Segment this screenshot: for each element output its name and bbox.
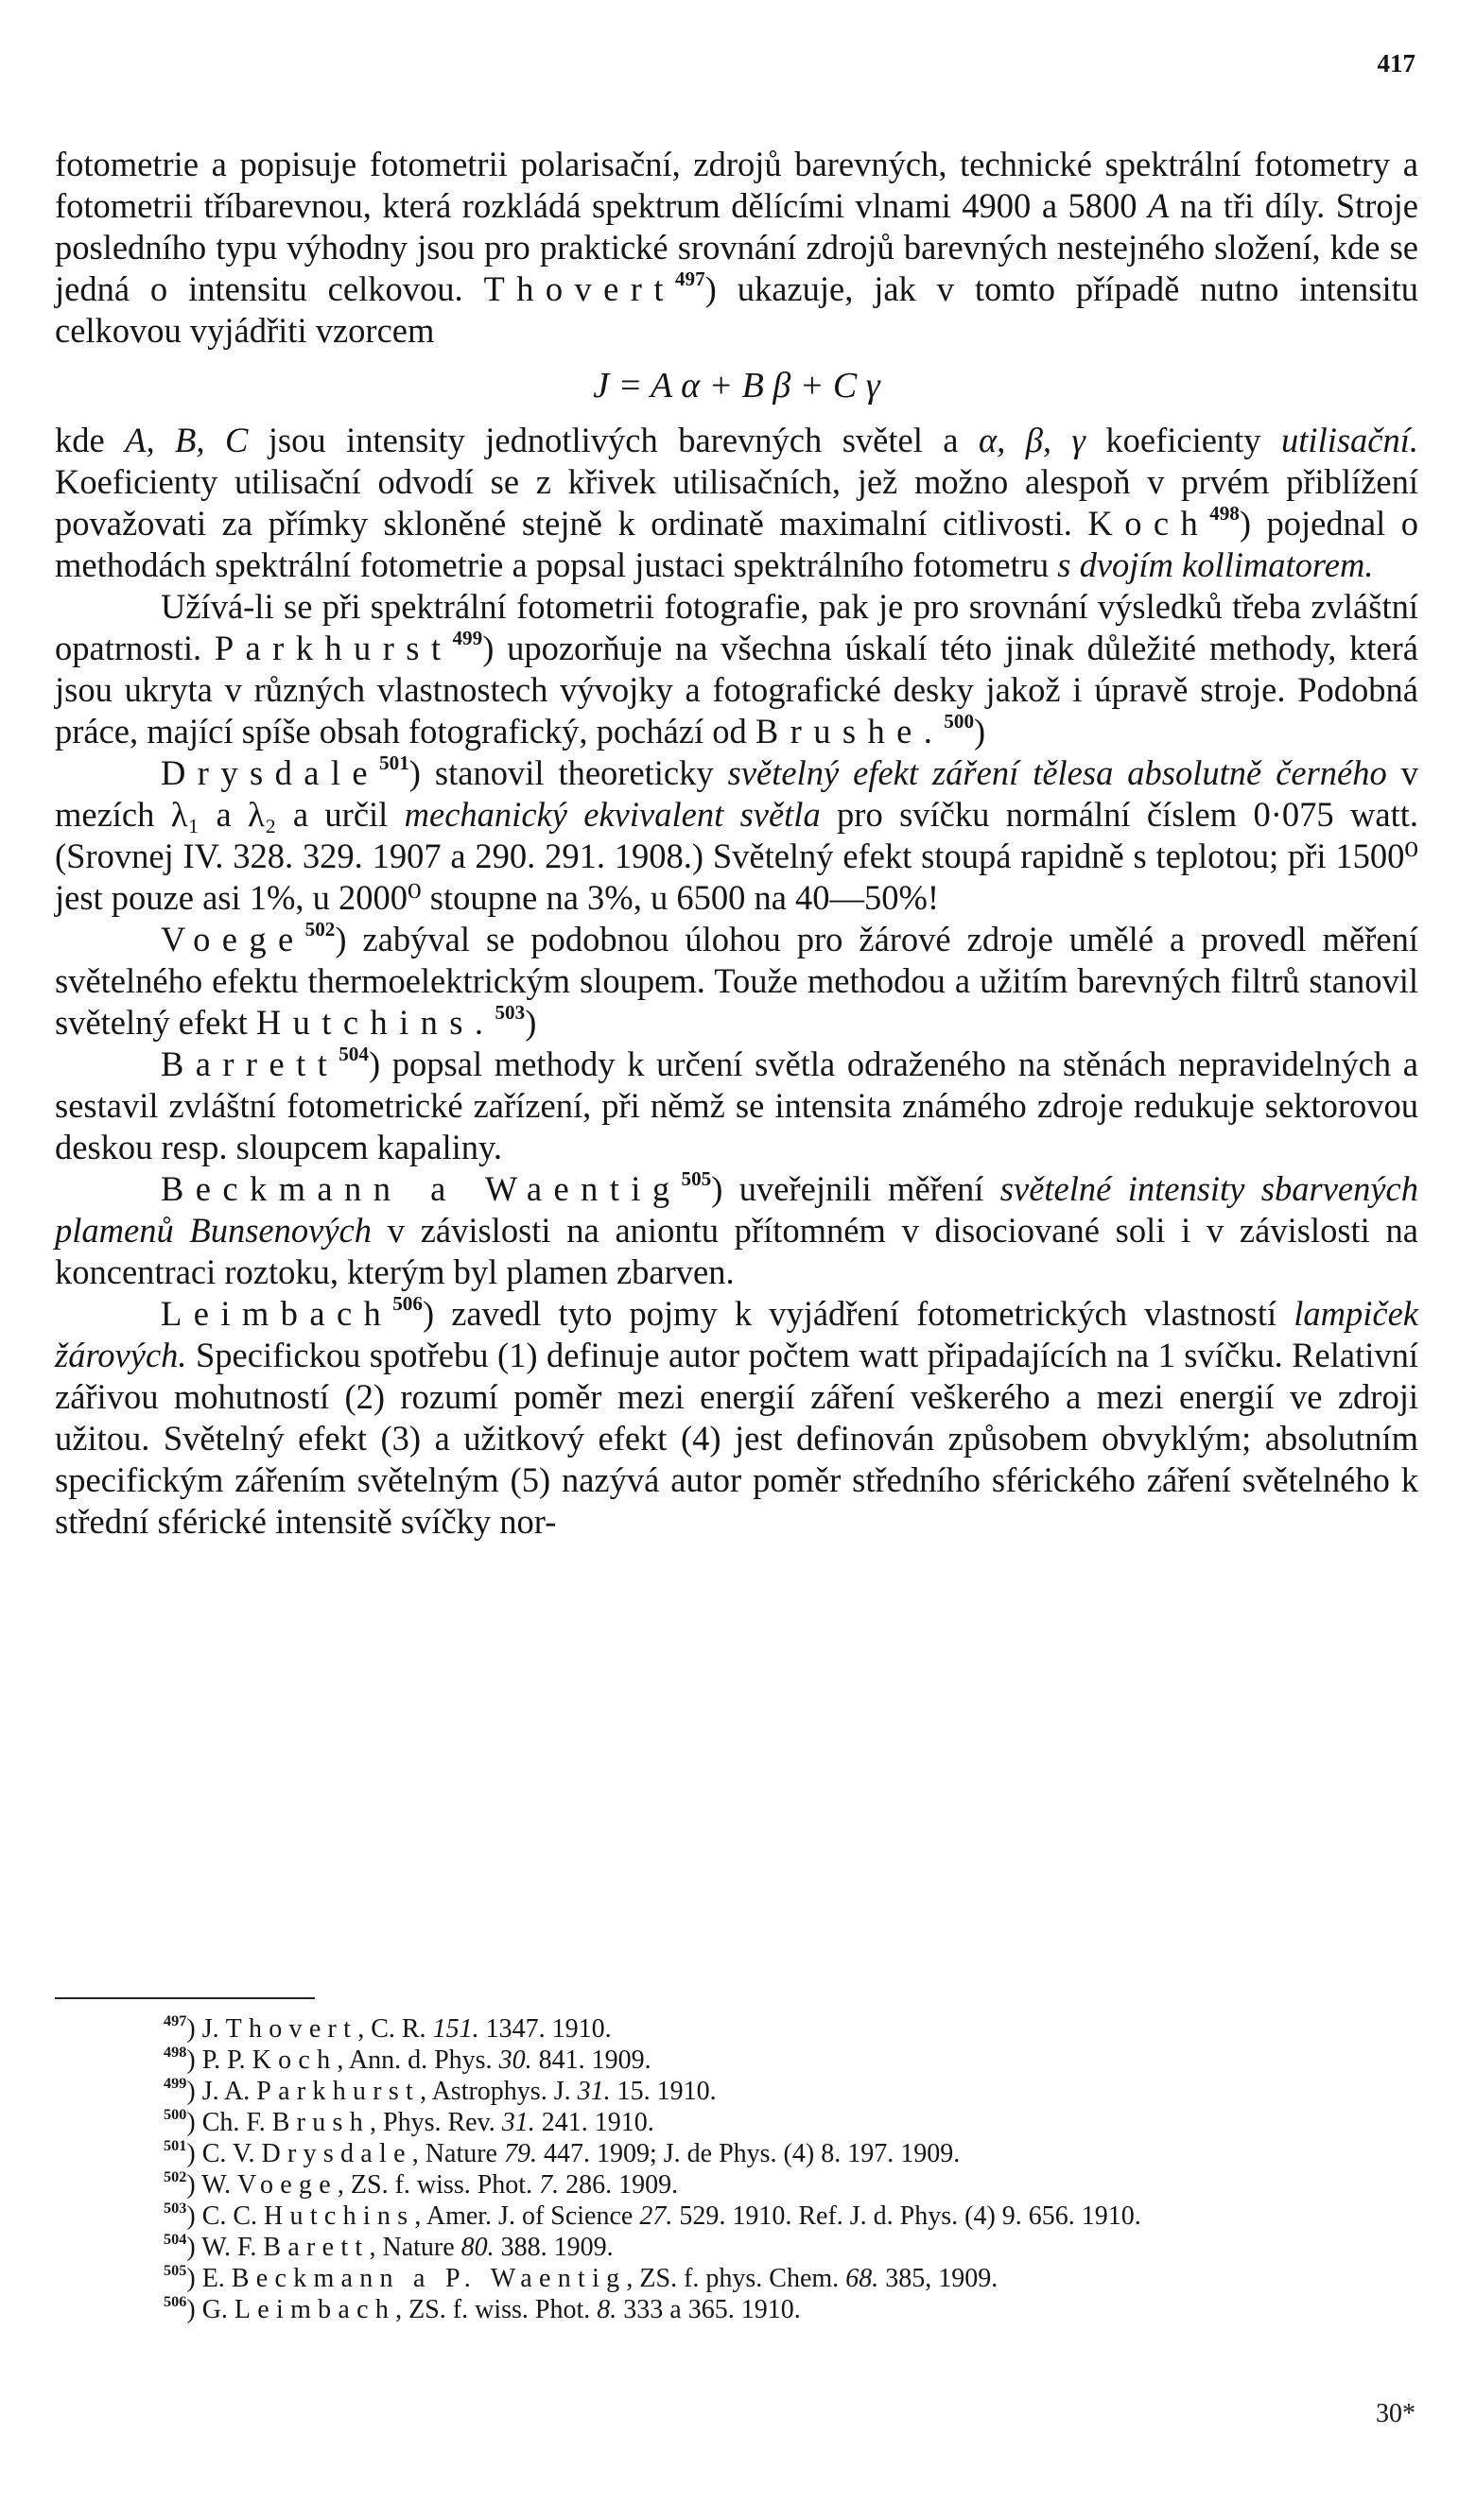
italic-symbols: A, B, C [125,421,249,459]
footnote-ref[interactable]: 504 [339,1043,369,1066]
text-run: fotometrie a popisuje fotometrii polarisační, zdrojů barevných, technické spektrální fotometry a fotometrii tříbarevnou, která rozkládá spektrum dělícími vlnami 4900 a 5800 [55,145,1418,225]
author-name: Hutchins. [255,1003,495,1042]
italic-term: světelný efekt záření tělesa absolutně černého [727,753,1387,792]
footnote-initials: J. [201,2014,226,2044]
footnote: $^{498}$) P. P. Koch, Ann. d. Phys. 30. 841. 1909. [164,2043,651,2075]
footnote: $^{499}$) J. A. Parkhurst, Astrophys. J. 31. 15. 1910. [164,2074,717,2106]
footnote: $^{506}$) G. Leimbach, ZS. f. wiss. Phot. 8. 333 a 365. 1910. [164,2292,801,2324]
footnote-initials: Ch. F. [201,2108,272,2137]
footnote-author: Beckmann a P. Waentig [231,2264,627,2293]
author-name: Thovert [483,269,675,308]
footnote-initials: E. [201,2264,232,2293]
footnote-number: 502 [164,2167,187,2185]
paragraph [55,1044,1418,1168]
italic-term: s dvojím kollimatorem. [1057,545,1374,584]
footnote-pages: 15. 1910. [610,2077,717,2106]
footnote-pages: 385, 1909. [878,2264,998,2293]
footnote-number: 501 [164,2136,187,2154]
italic-symbols: α, β, γ [978,421,1085,459]
footnote-initials: G. [201,2295,234,2324]
text-run: pro svíčku normální číslem 0·075 watt. (Srovnej IV. 328. 329. 1907 a 290. 291. 1908.) Světelný efekt stoupá rapidně s teplotou; při 1500⁰ jest pouze asi 1%, u 2000⁰ stoupne na 3%, u 6500 na 40—50%! [55,795,1418,917]
text-run: na tři díly. Stroje posledního typu výhodny jsou pro praktické srovnání zdrojů barevných nestejného složení, kde se jedná o intensitu celkovou. [55,186,1418,308]
footnote-volume: 31. [577,2077,611,2106]
footnote-volume: 68. [845,2264,879,2293]
footnote-initials: C. V. [201,2139,262,2168]
footnote-source: , Amer. J. of Science [414,2201,640,2231]
author-name: Parkhurst [214,629,453,667]
footnote-volume: 30. [498,2045,532,2075]
footnote-ref[interactable]: 498 [1209,502,1240,526]
author-name: Beckmann a Waentig [161,1169,682,1208]
footnote-initials: W. [201,2170,238,2200]
text-run: koeficienty [1085,421,1282,459]
text-run: Specifickou spotřebu (1) definuje autor počtem watt připadajících na 1 svíčku. Relativní zářivou mohutností (2) rozumí poměr mezi energií záření veškerého a mezi energií ve zdroji užitou. Světelný efekt (3) a užitkový efekt (4) jest definován způsobem obvyklým; absolutním specifickým zářením světelným (5) nazývá autor poměr středního sférického záření světelného k střední sférické intensitě svíčky nor- [55,1336,1418,1541]
footnote-number: 497 [164,2011,187,2029]
footnote-volume: 79. [503,2139,537,2168]
footnote-pages: 241. 1910. [534,2108,654,2137]
text-run: ) zavedl tyto pojmy k vyjádření fotometrických vlastností [422,1294,1294,1333]
text-run: ) stanovil theoreticky [408,753,728,792]
footnote-author: Parkhurst [256,2077,421,2106]
footnote-pages: 1347. 1910. [478,2014,612,2044]
italic-term: lampiček žárových. [55,1294,1418,1374]
text-run: ) ukazuje, jak v tomto případě nutno intensitu celkovou vyjádřiti vzorcem [55,269,1418,350]
footnote: $^{497}$) J. Thovert, C. R. 151. 1347. 1910. [164,2011,612,2044]
paragraph [55,586,1418,752]
author-name: Voege [161,920,305,958]
paragraph [55,420,1418,586]
footnote-ref[interactable]: 505 [681,1167,712,1191]
footnote-author: Brush [271,2108,370,2137]
footnote-divider [55,1997,315,1999]
footnote-pages: 447. 1909; J. de Phys. (4) 8. 197. 1909. [536,2139,961,2168]
paragraph [55,1168,1418,1293]
footnote-number: 500 [164,2105,187,2123]
text-run: ) [525,1003,537,1042]
footnote-number: 505 [164,2261,187,2279]
footnote-volume: 31. [501,2108,535,2137]
footnote-author: Drysdale [261,2139,412,2168]
footnote-volume: 7. [539,2170,560,2200]
text-run: ) pojednal o methodách spektrální fotometrie a popsal justaci spektrálního fotometru [55,504,1419,584]
footnote-pages: 529. 1910. Ref. J. d. Phys. (4) 9. 656. 1910. [672,2201,1141,2231]
footnote-ref[interactable]: 502 [304,918,336,941]
footnote-ref[interactable]: 501 [379,751,409,775]
paragraph [55,919,1418,1044]
paragraph [55,1293,1418,1543]
unit-angstrom: A [1148,186,1170,225]
paragraph [55,144,1418,352]
footnote-author: Barett [263,2233,370,2262]
author-name: Brushe. [755,712,945,751]
footnote-initials: C. C. [201,2201,265,2231]
text-run: v mezích λ₁ a λ₂ a určil [55,753,1418,834]
footnote-number: 506 [164,2292,187,2310]
footnote-pages: 286. 1909. [559,2170,679,2200]
text-run: ) [974,712,986,751]
footnote-source: , Nature [411,2139,504,2168]
footnote-ref[interactable]: 506 [392,1292,423,1316]
footnote-ref[interactable]: 503 [495,1001,526,1025]
footnote-volume: 151. [432,2014,479,2044]
text-run: jsou intensity jednotlivých barevných světel a [248,421,979,459]
text-run: Koeficienty utilisační odvodí se z křivek utilisačních, jež možno alespoň v prvém přiblížení považovati za přímky skloněné stejně k ordinatě maximalní citlivosti. [55,462,1418,543]
footnote-author: Hutchins [264,2201,415,2231]
footnote-source: , Nature [369,2233,461,2262]
footnote-source: , ZS. f. wiss. Phot. [337,2170,540,2200]
footnote-number: 498 [164,2043,187,2061]
text-run: ) upozorňuje na všechna úskalí této jinak důležité methody, která jsou ukryta v různých vlastnostech vývojky a fotografické desky jakož i úpravě stroje. Podobná práce, mající spíše obsah fotografický, pochází od [55,629,1418,751]
footnote-pages: 388. 1909. [494,2233,614,2262]
footnote: $^{505}$) E. Beckmann a P. Waentig, ZS. f. phys. Chem. 68. 385, 1909. [164,2261,998,2293]
footnotes [55,2013,1418,2325]
footnote-author: Leimbach [234,2295,396,2324]
footnote: $^{503}$) C. C. Hutchins, Amer. J. of Science 27. 529. 1910. Ref. J. d. Phys. (4) 9. 656. 1910. [164,2199,1141,2231]
footnote-author: Thovert [225,2014,358,2044]
text-run: ) zabýval se podobnou úlohou pro žárové zdroje umělé a provedl měření světelného efektu thermoelektrickým sloupem. Touže methodou a užitím barevných filtrů stanovil světelný efekt [55,920,1418,1042]
footnote-initials: P. P. [201,2045,252,2075]
footnote-initials: J. A. [201,2077,257,2106]
footnote-number: 504 [164,2230,187,2248]
footnote-ref[interactable]: 497 [674,268,705,291]
footnote-ref[interactable]: 500 [944,710,975,734]
author-name: Drysdale [161,753,380,792]
footnote-source: , ZS. f. wiss. Phot. [395,2295,598,2324]
footnote-volume: 27. [639,2201,673,2231]
footnote-author: Voege [237,2170,338,2200]
formula: J = A α + B β + C γ [593,366,880,406]
author-name: Barrett [161,1044,339,1083]
footnote-source: , ZS. f. phys. Chem. [626,2264,846,2293]
paragraph [55,752,1418,919]
footnote-number: 503 [164,2199,187,2217]
footnote: $^{501}$) C. V. Drysdale, Nature 79. 447. 1909; J. de Phys. (4) 8. 197. 1909. [164,2136,961,2168]
printer-signature: 30* [1376,2399,1415,2428]
footnote: $^{504}$) W. F. Barett, Nature 80. 388. 1909. [164,2230,614,2262]
author-name: Koch [1087,504,1210,543]
main-text [55,144,1418,1543]
text-run: ) uveřejnili měření [711,1169,1000,1208]
footnote-pages: 841. 1909. [531,2045,651,2075]
footnote-source: , C. R. [357,2014,433,2044]
footnote-pages: 333 a 365. 1910. [616,2295,801,2324]
text-run: Užívá-li se při spektrální fotometrii fotografie, pak je pro srovnání výsledků třeba zvláštní opatrnosti. [55,587,1418,667]
italic-term: mechanický ekvivalent světla [404,795,821,834]
text-run: kde [55,421,126,459]
footnote-ref[interactable]: 499 [452,627,483,650]
footnote: $^{500}$) Ch. F. Brush, Phys. Rev. 31. 241. 1910. [164,2105,654,2137]
footnote: $^{502}$) W. Voege, ZS. f. wiss. Phot. 7. 286. 1909. [164,2167,679,2200]
footnote-volume: 8. [597,2295,617,2324]
footnote-initials: W. F. [201,2233,264,2262]
text-run: v závislosti na aniontu přítomném v disociované soli i v závislosti na koncentraci roztoku, kterým byl plamen zbarven. [55,1211,1418,1291]
footnote-author: Koch [252,2045,338,2075]
page-number: 417 [1377,49,1415,78]
footnote-source: , Phys. Rev. [370,2108,502,2137]
text-run: ) popsal methody k určení světla odraženého na stěnách nepravidelných a sestavil zvláštní fotometrické zařízení, při němž se intensita známého zdroje redukuje sektorovou deskou resp. sloupcem kapaliny. [55,1044,1418,1166]
footnote-source: , Ann. d. Phys. [337,2045,499,2075]
footnote-source: , Astrophys. J. [420,2077,578,2106]
footnote-number: 499 [164,2074,187,2092]
footnote-volume: 80. [460,2233,495,2262]
italic-term: světelné intensity sbarvených plamenů Bunsenových [55,1169,1418,1250]
italic-term: utilisační. [1281,421,1419,459]
author-name: Leimbach [161,1294,393,1333]
